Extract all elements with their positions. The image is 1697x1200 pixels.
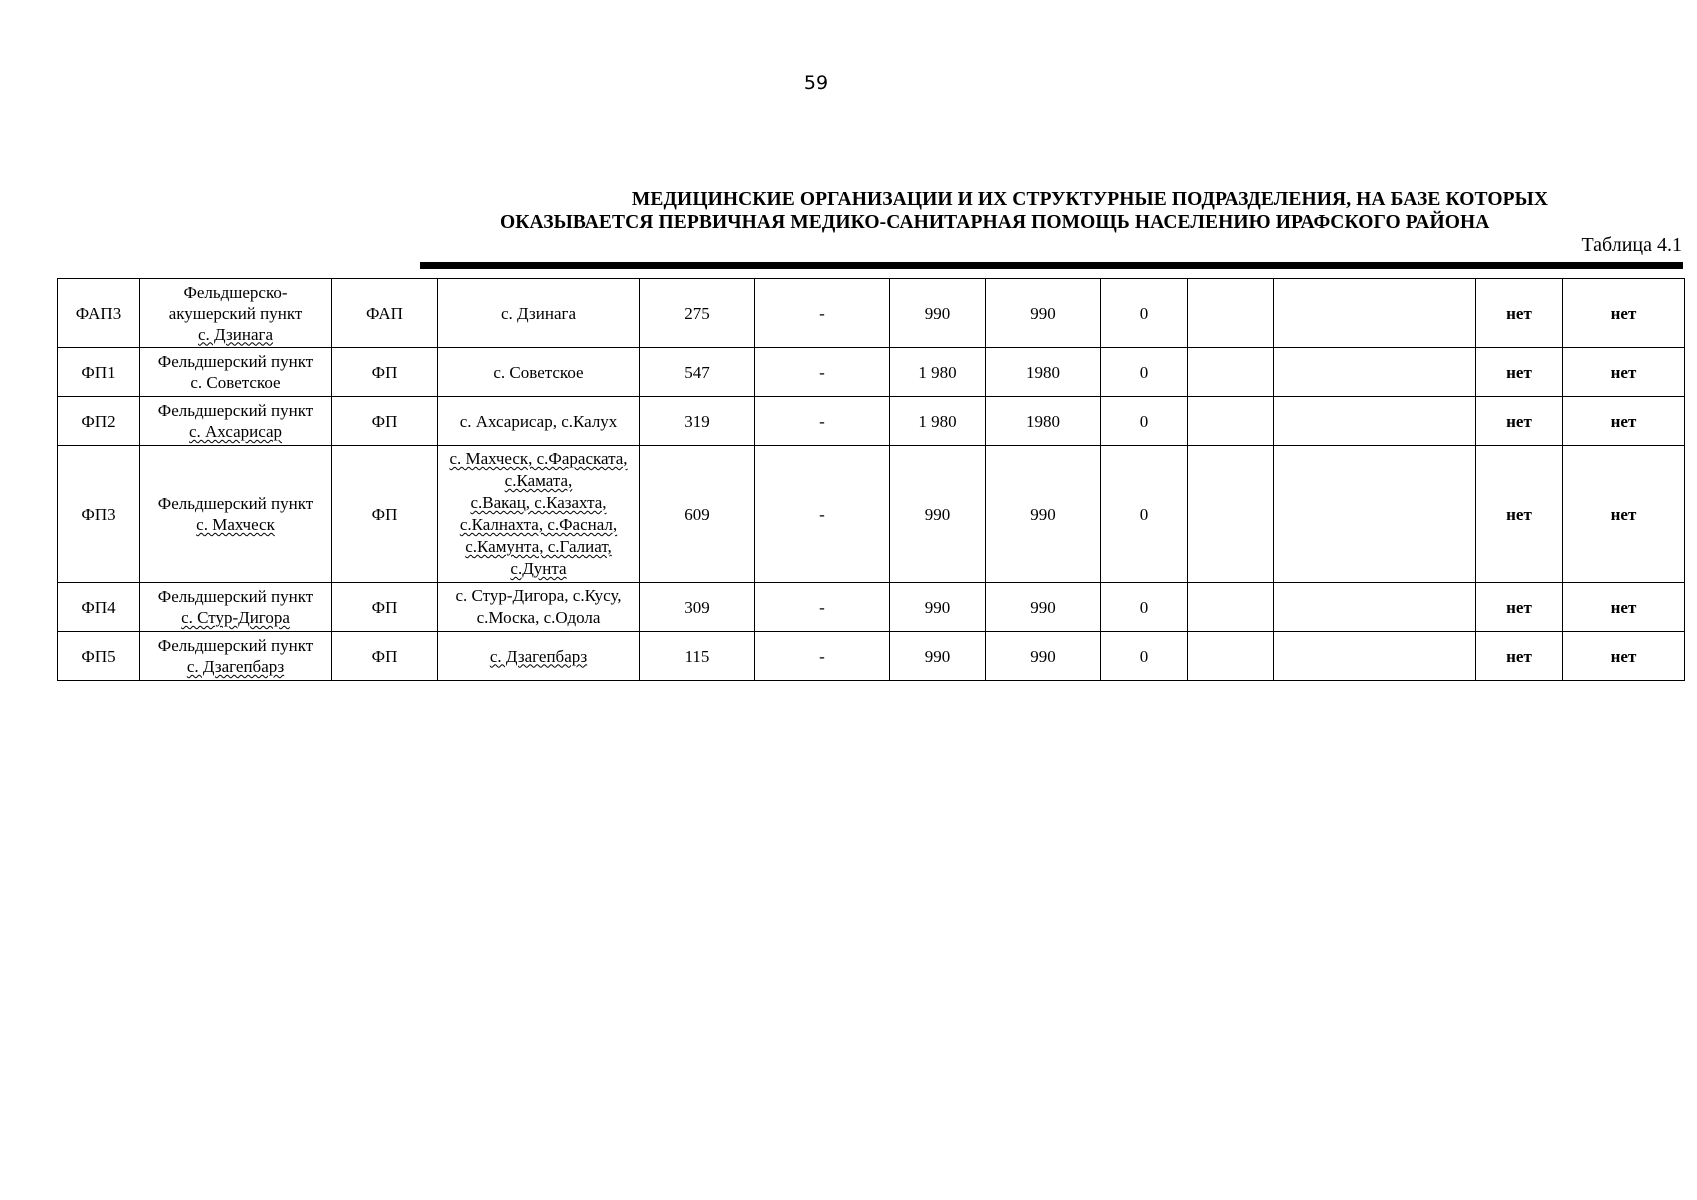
empty-cell [1188, 632, 1274, 681]
medical-organizations-table [57, 278, 1685, 681]
title-line-1: МЕДИЦИНСКИЕ ОРГАНИЗАЦИИ И ИХ СТРУКТУРНЫЕ ПОДРАЗДЕЛЕНИЯ, НА БАЗЕ КОТОРЫХ [631, 189, 1549, 210]
settlement-line: с.Дунта [510, 559, 567, 578]
value-cell: 0 [1101, 632, 1188, 681]
yes-no-cell: нет [1476, 397, 1563, 446]
settlements-cell: с. Ахсарисар, с.Калух [438, 397, 640, 446]
unit-name-line: Фельдшерский пункт [157, 587, 314, 606]
empty-cell [1188, 446, 1274, 583]
value-cell: 990 [986, 446, 1101, 583]
empty-cell [1188, 583, 1274, 632]
value-cell: 990 [986, 279, 1101, 348]
unit-name-line: Фельдшерский пункт [157, 636, 314, 655]
unit-type-cell: ФП [332, 397, 438, 446]
unit-name-line: с. Стур-Дигора [181, 608, 290, 627]
unit-name-cell [140, 279, 332, 348]
dash-cell: - [755, 397, 890, 446]
settlements-cell: с. Дзинага [438, 279, 640, 348]
empty-cell [1188, 348, 1274, 397]
settlement-line: с.Камата, [504, 471, 573, 490]
settlement-line: с.Камунта, с.Галиат, [465, 537, 612, 556]
unit-type-cell: ФАП [332, 279, 438, 348]
unit-name-cell [140, 446, 332, 583]
empty-cell [1274, 446, 1476, 583]
population-cell: 275 [640, 279, 755, 348]
unit-name-cell [140, 583, 332, 632]
settlement-line: с.Калнахта, с.Фаснал, [459, 515, 618, 534]
yes-no-cell: нет [1563, 397, 1685, 446]
table-caption: Таблица 4.1 [1581, 234, 1682, 256]
unit-type-cell: ФП [332, 446, 438, 583]
value-cell: 0 [1101, 446, 1188, 583]
yes-no-cell: нет [1563, 632, 1685, 681]
empty-cell [1274, 632, 1476, 681]
settlements-cell [438, 446, 640, 583]
dash-cell: - [755, 446, 890, 583]
settlements-cell [438, 632, 640, 681]
dash-cell: - [755, 279, 890, 348]
yes-no-cell: нет [1476, 632, 1563, 681]
yes-no-cell: нет [1476, 279, 1563, 348]
population-cell: 115 [640, 632, 755, 681]
unit-name-line: акушерский пункт [168, 303, 303, 323]
dash-cell: - [755, 632, 890, 681]
dash-cell: - [755, 348, 890, 397]
table-row [58, 583, 1685, 632]
settlement-line: с.Вакац, с.Казахта, [470, 493, 607, 512]
unit-code-cell: ФП4 [58, 583, 140, 632]
empty-cell [1188, 279, 1274, 348]
population-cell: 609 [640, 446, 755, 583]
title-line-2: ОКАЗЫВАЕТСЯ ПЕРВИЧНАЯ МЕДИКО-САНИТАРНАЯ ПОМОЩЬ НАСЕЛЕНИЮ ИРАФСКОГО РАЙОНА [500, 212, 1490, 233]
value-cell: 990 [986, 583, 1101, 632]
value-cell: 0 [1101, 397, 1188, 446]
empty-cell [1274, 279, 1476, 348]
value-cell: 990 [890, 446, 986, 583]
settlements-cell: с. Советское [438, 348, 640, 397]
value-cell: 1 980 [890, 348, 986, 397]
unit-name-cell [140, 632, 332, 681]
population-cell: 319 [640, 397, 755, 446]
empty-cell [1274, 397, 1476, 446]
unit-name-line: Фельдшерско- [183, 282, 288, 302]
unit-code-cell: ФП2 [58, 397, 140, 446]
value-cell: 990 [890, 279, 986, 348]
value-cell: 0 [1101, 348, 1188, 397]
value-cell: 0 [1101, 583, 1188, 632]
unit-type-cell: ФП [332, 583, 438, 632]
settlement-line: с. Махческ, с.Фараската, [449, 449, 628, 468]
unit-name-line: с. Ахсарисар [188, 422, 283, 441]
value-cell: 1980 [986, 348, 1101, 397]
unit-name-line: с. Дзагепбарз [186, 657, 285, 676]
unit-name-line: с. Дзинага [197, 324, 274, 344]
table-row [58, 397, 1685, 446]
yes-no-cell: нет [1476, 446, 1563, 583]
settlement-line: с. Дзагепбарз [489, 646, 588, 666]
document-title [420, 188, 1697, 234]
unit-code-cell: ФП5 [58, 632, 140, 681]
settlement-line: с.Моска, с.Одола [476, 608, 601, 627]
unit-name-line: с. Советское [190, 373, 281, 392]
table-row [58, 348, 1685, 397]
unit-code-cell: ФАП3 [58, 279, 140, 348]
empty-cell [1274, 348, 1476, 397]
table-row [58, 632, 1685, 681]
value-cell: 1980 [986, 397, 1101, 446]
page-number: 59 [803, 72, 829, 94]
yes-no-cell: нет [1563, 348, 1685, 397]
value-cell: 1 980 [890, 397, 986, 446]
yes-no-cell: нет [1563, 583, 1685, 632]
value-cell: 0 [1101, 279, 1188, 348]
unit-name-line: с. Махческ [196, 515, 275, 534]
value-cell: 990 [890, 583, 986, 632]
yes-no-cell: нет [1476, 583, 1563, 632]
unit-name-cell [140, 348, 332, 397]
yes-no-cell: нет [1563, 446, 1685, 583]
yes-no-cell: нет [1563, 279, 1685, 348]
yes-no-cell: нет [1476, 348, 1563, 397]
table-top-rule [420, 262, 1683, 269]
value-cell: 990 [890, 632, 986, 681]
dash-cell: - [755, 583, 890, 632]
settlements-cell [438, 583, 640, 632]
unit-name-line: Фельдшерский пункт [157, 401, 314, 420]
table-row [58, 446, 1685, 583]
empty-cell [1188, 397, 1274, 446]
population-cell: 547 [640, 348, 755, 397]
table-row [58, 279, 1685, 348]
value-cell: 990 [986, 632, 1101, 681]
empty-cell [1274, 583, 1476, 632]
unit-type-cell: ФП [332, 348, 438, 397]
unit-code-cell: ФП1 [58, 348, 140, 397]
settlement-line: с. Стур-Дигора, с.Кусу, [455, 586, 622, 605]
unit-code-cell: ФП3 [58, 446, 140, 583]
unit-name-line: Фельдшерский пункт [157, 494, 314, 513]
unit-type-cell: ФП [332, 632, 438, 681]
population-cell: 309 [640, 583, 755, 632]
unit-name-cell [140, 397, 332, 446]
unit-name-line: Фельдшерский пункт [157, 352, 314, 371]
